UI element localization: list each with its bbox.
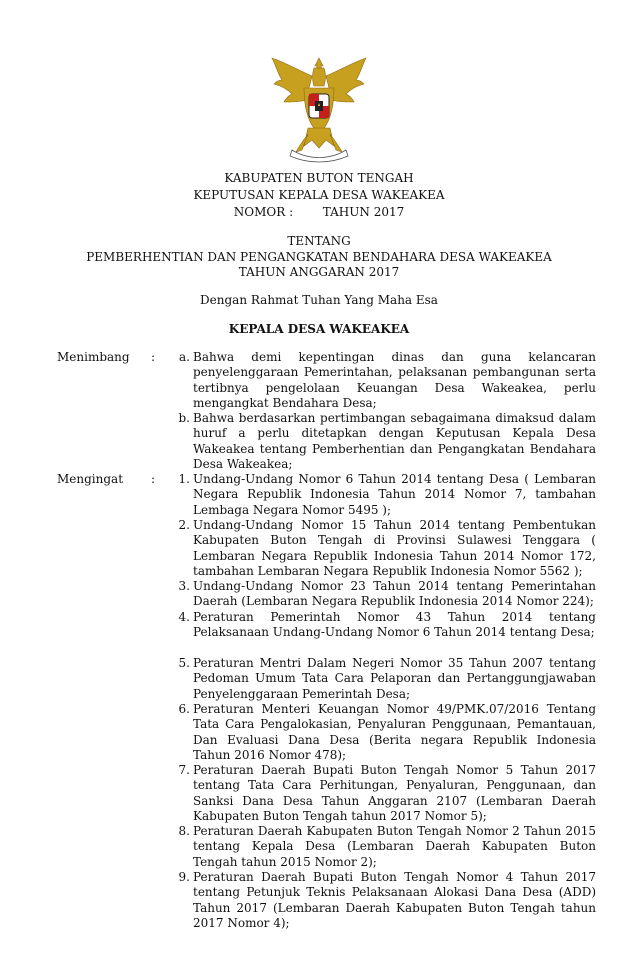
budget-year: TAHUN ANGGARAN 2017	[238, 265, 400, 279]
invocation: Dengan Rahmat Tuhan Yang Maha Esa	[200, 293, 438, 307]
decree-number-line	[0, 205, 638, 220]
mengingat-6-text: Peraturan Menteri Keuangan Nomor 49/PMK.07/2016 Tentang Tata Cara Pengalokasian, Penyaluran Penggunaan, Pemantauan, Dan Evaluasi Dana Desa (Berita negara Republik Indonesia Tahun 2016 Nomor 478);	[193, 702, 596, 762]
mengingat-4-text: Peraturan Pemerintah Nomor 43 Tahun 2014 tentang Pelaksanaan Undang-Undang Nomor 6 Tahun 2014 tentang Desa;	[193, 610, 596, 640]
mengingat-8-text: Peraturan Daerah Kabupaten Buton Tengah Nomor 2 Tahun 2015 tentang Kepala Desa (Lembaran Daerah Kabupaten Buton Tengah tahun 2015 Nomor 2);	[193, 824, 596, 869]
decree-subject: PEMBERHENTIAN DAN PENGANGKATAN BENDAHARA DESA WAKEAKEA	[86, 250, 552, 264]
mengingat-9-text: Peraturan Daerah Bupati Buton Tengah Nomor 4 Tahun 2017 tentang Petunjuk Teknis Pelaksanaan Alokasi Dana Desa (ADD) Tahun 2017 (Lembaran Daerah Kabupaten Buton Tengah tahun 2017 Nomor 4);	[193, 870, 596, 930]
mengingat-3-text: Undang-Undang Nomor 23 Tahun 2014 tentang Pemerintahan Daerah (Lembaran Negara Republik Indonesia 2014 Nomor 224);	[193, 579, 596, 609]
about-heading: TENTANG	[287, 234, 351, 248]
regency-title: KABUPATEN BUTON TENGAH	[224, 171, 414, 185]
menimbang-b-text: Bahwa berdasarkan pertimbangan sebagaimana dimaksud dalam huruf a perlu ditetapkan dengan Keputusan Kepala Desa Wakeakea tentang Pemberhentian dan Pengangkatan Bendahara Desa Wakeakea;	[193, 411, 596, 471]
menimbang-a-text: Bahwa demi kepentingan dinas dan guna kelancaran penyelenggaraan Pemerintahan, pelaksanan pembangunan serta tertibnya pengelolaan Keuangan Desa Wakeakea, perlu mengangkat Bendahara Desa;	[193, 350, 596, 410]
menimbang-label: Menimbang	[57, 350, 130, 364]
number-label: NOMOR :	[233, 205, 294, 219]
mengingat-2-marker: 2.	[178, 518, 190, 532]
mengingat-5-text: Peraturan Mentri Dalam Negeri Nomor 35 Tahun 2007 tentang Pedoman Umum Tata Cara Pelaporan dan Pertanggungjawaban Penyelenggaraan Pemerintah Desa;	[193, 656, 596, 701]
decree-title: KEPUTUSAN KEPALA DESA WAKEAKEA	[193, 188, 445, 202]
mengingat-5-marker: 5.	[178, 656, 190, 670]
mengingat-4-marker: 4.	[178, 610, 190, 624]
mengingat-1-marker: 1.	[178, 472, 190, 486]
menimbang-colon: :	[151, 350, 156, 364]
mengingat-colon: :	[151, 472, 156, 486]
menimbang-b-marker: b.	[178, 411, 190, 425]
mengingat-3-marker: 3.	[178, 579, 190, 593]
mengingat-7-marker: 7.	[178, 763, 190, 777]
garuda-emblem-icon	[268, 56, 370, 164]
menimbang-a-marker: a.	[179, 350, 190, 364]
mengingat-9-marker: 9.	[178, 870, 190, 884]
mengingat-2-text: Undang-Undang Nomor 15 Tahun 2014 tentang Pembentukan Kabupaten Buton Tengah di Provinsi Sulawesi Tenggara ( Lembaran Negara Republik Indonesia Tahun 2014 Nomor 172, tambahan Lembaran Negara Republik Indonesia Nomor 5562 );	[193, 518, 596, 578]
mengingat-8-marker: 8.	[178, 824, 190, 838]
authority-heading: KEPALA DESA WAKEAKEA	[228, 322, 410, 336]
mengingat-6-marker: 6.	[178, 702, 190, 716]
mengingat-1-text: Undang-Undang Nomor 6 Tahun 2014 tentang Desa ( Lembaran Negara Republik Indonesia Tahun 2014 Nomor 7, tambahan Lembaga Negara Nomor 5495 );	[193, 472, 596, 517]
mengingat-7-text: Peraturan Daerah Bupati Buton Tengah Nomor 5 Tahun 2017 tentang Tata Cara Perhitungan, Penyaluran, Penggunaan, dan Sanksi Dana Desa Tahun Anggaran 2107 (Lembaran Daerah Kabupaten Buton Tengah tahun 2017 Nomor 5);	[193, 763, 596, 823]
year-label: TAHUN 2017	[322, 205, 405, 219]
mengingat-label: Mengingat	[57, 472, 124, 486]
